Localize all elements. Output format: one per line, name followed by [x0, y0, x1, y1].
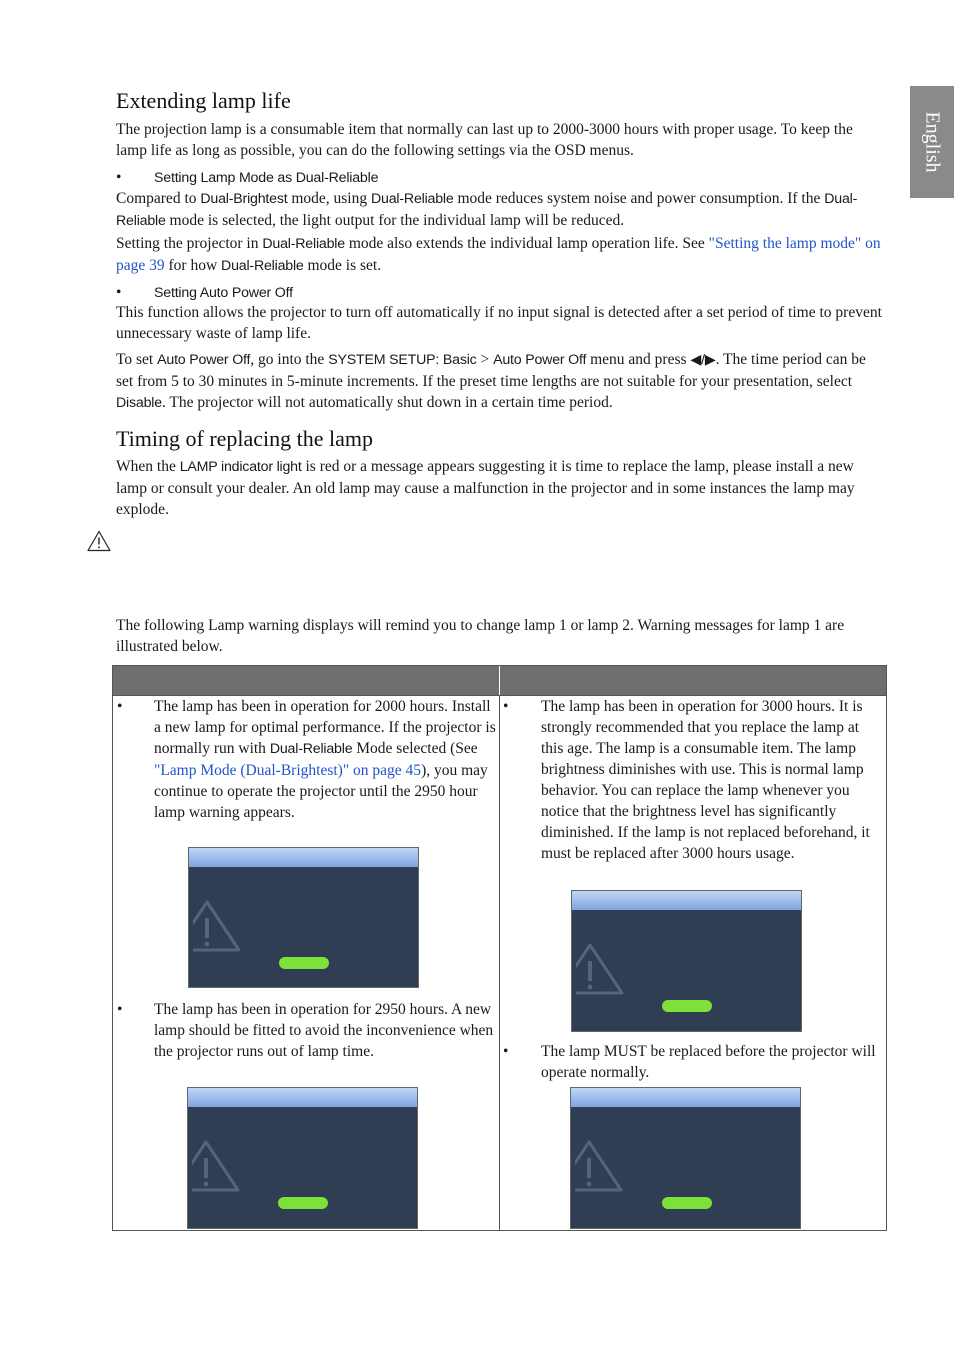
osd-warning-icon: [192, 1136, 240, 1192]
osd-ok-button[interactable]: [662, 1000, 712, 1012]
bullet-lamp-mode: • Setting Lamp Mode as Dual-Reliable: [116, 169, 379, 186]
lamp-warning-table: [112, 665, 887, 1231]
section-title-timing-replacing-lamp: Timing of replacing the lamp: [116, 426, 374, 451]
link-setting-lamp-mode[interactable]: "Setting the lamp mode" on page 39: [116, 235, 881, 274]
osd-warning-2950h: [187, 1087, 418, 1229]
lamp-mode-paragraph-1: Compared to Dual-Brightest mode, using Dual-Reliable mode reduces system noise and power consumption. If the Dual-Reliable mode is selected, the light output for the individual lamp will be reduced.: [116, 190, 858, 229]
left-item-1-text: The lamp has been in operation for 2000 hours. Install a new lamp for optimal performance. If the projector is normally run with Dual-Reliable Mode selected (See "Lamp Mode (Dual-Brightest)" on page 45), you may continue to operate the projector until the 2950 hour lamp warning appears.: [154, 698, 496, 821]
bullet-heading-lamp-mode: Setting Lamp Mode as Dual-Reliable: [154, 170, 379, 186]
osd-warning-icon: [576, 939, 624, 995]
osd-title-bar: [189, 848, 418, 867]
osd-title-bar: [571, 1088, 800, 1107]
warning-triangle-icon: [87, 530, 111, 552]
table-bullet: •: [503, 698, 509, 715]
table-bullet: •: [117, 1001, 123, 1018]
section-title-extending-lamp-life: Extending lamp life: [116, 88, 291, 113]
osd-warning-replace: [570, 1087, 801, 1229]
osd-warning-2000h: [188, 847, 419, 988]
auto-power-off-paragraph-2: To set Auto Power Off, go into the SYSTEM SETUP: Basic > Auto Power Off menu and press ◀/▶. The time period can be set from 5 to 30 minutes in 5-minute increments. If the preset time lengths are not suitable for your presentation, select Disable. The projector will not automatically shut down in a certain time period.: [116, 351, 866, 411]
osd-ok-button[interactable]: [278, 1197, 328, 1209]
osd-ok-button[interactable]: [279, 957, 329, 969]
intro-paragraph: The projection lamp is a consumable item that normally can last up to 2000-3000 hours with proper usage. To keep the lamp life as long as possible, you can do the following settings via the OSD menus.: [116, 121, 853, 159]
left-item-2-text: The lamp has been in operation for 2950 hours. A new lamp should be fitted to avoid the inconvenience when the projector runs out of lamp time.: [154, 1001, 494, 1060]
lamp-mode-paragraph-2: Setting the projector in Dual-Reliable mode also extends the individual lamp operation life. See "Setting the lamp mode" on page 39 for how Dual-Reliable mode is set.: [116, 235, 881, 274]
table-bullet: •: [503, 1043, 509, 1060]
osd-ok-button[interactable]: [662, 1197, 712, 1209]
osd-title-bar: [572, 891, 801, 910]
timing-paragraph-2: The following Lamp warning displays will remind you to change lamp 1 or lamp 2. Warning messages for lamp 1 are illustrated below.: [116, 617, 845, 655]
bullet-heading-auto-power-off: Setting Auto Power Off: [154, 285, 293, 301]
language-tab-label: English: [921, 111, 944, 173]
table-header: [113, 666, 886, 695]
osd-warning-3000h: [571, 890, 802, 1032]
language-tab: [910, 86, 954, 198]
right-item-1-text: The lamp has been in operation for 3000 hours. It is strongly recommended that you replace the lamp at this age. The lamp is a consumable item. The lamp brightness diminishes with use. This is normal lamp behavior. You can replace the lamp whenever you notice that the brightness level has significantly diminished. If the lamp is not replaced beforehand, it must be replaced after 3000 hours usage.: [541, 698, 870, 862]
table-bullet: •: [117, 698, 123, 715]
osd-warning-icon: [193, 896, 241, 952]
timing-paragraph-1: When the LAMP indicator light is red or a message appears suggesting it is time to replace the lamp, please install a new lamp or consult your dealer. An old lamp may cause a malfunction in the projector and in some instances the lamp may explode.: [116, 458, 855, 518]
osd-title-bar: [188, 1088, 417, 1107]
auto-power-off-paragraph-1: This function allows the projector to turn off automatically if no input signal is detected after a set period of time to prevent unnecessary waste of lamp life.: [116, 304, 882, 342]
right-item-2-text: The lamp MUST be replaced before the projector will operate normally.: [541, 1043, 876, 1081]
link-lamp-mode[interactable]: "Lamp Mode (Dual-Brightest)" on page 45: [154, 762, 422, 779]
arrow-keys: ◀/▶: [690, 352, 716, 368]
bullet-auto-power-off: • Setting Auto Power Off: [116, 284, 293, 301]
osd-warning-icon: [575, 1136, 623, 1192]
